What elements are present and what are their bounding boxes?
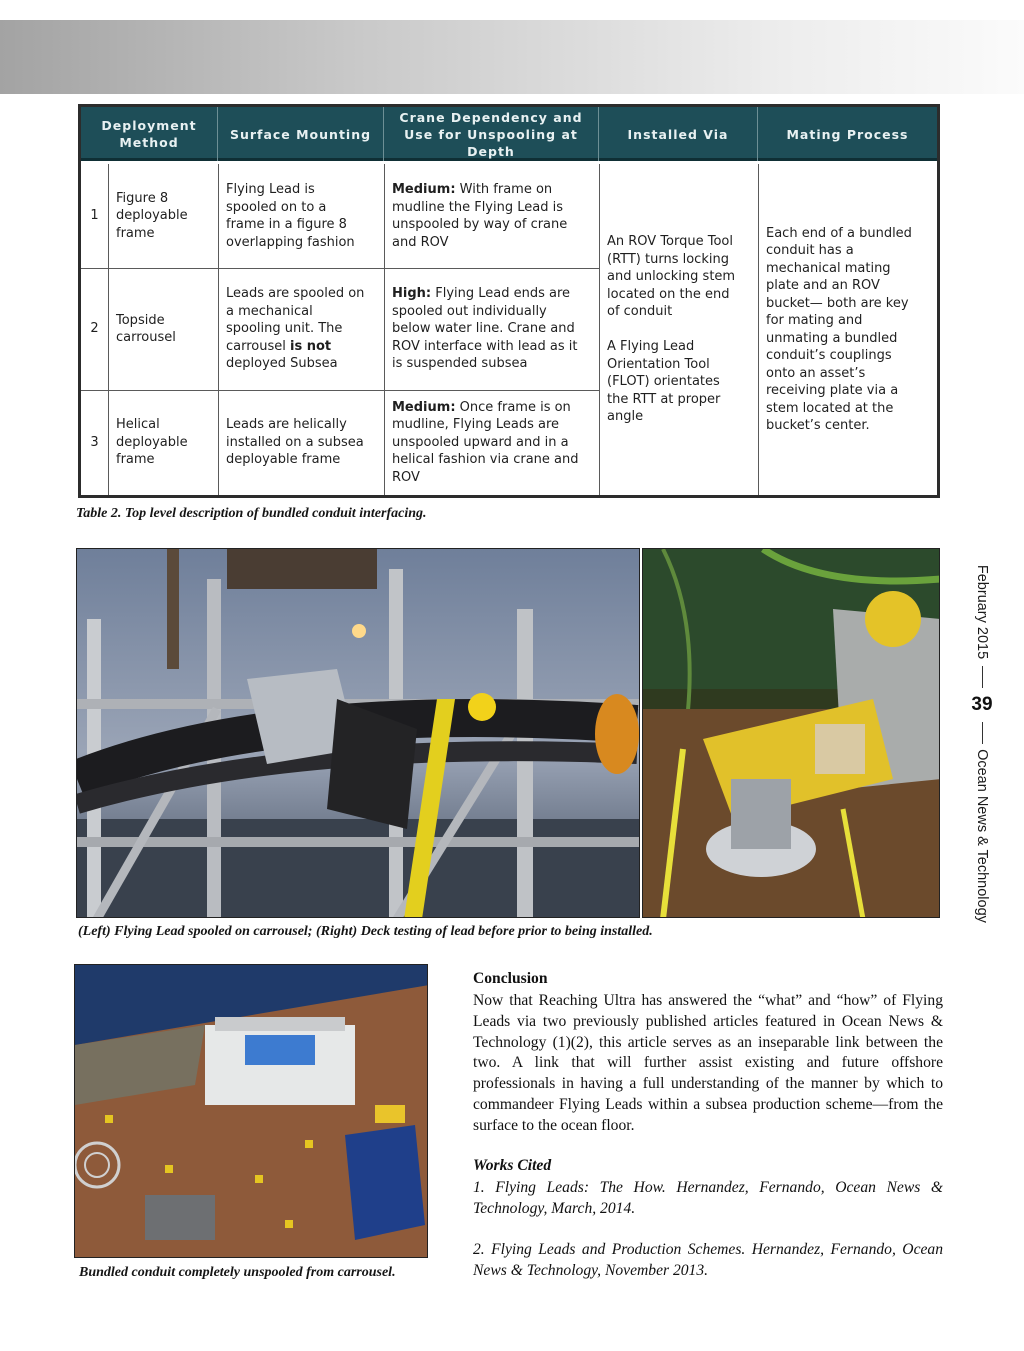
table-cell: Figure 8 deployable frame — [116, 190, 188, 241]
row-number: 3 — [90, 434, 99, 450]
header-surface-mounting: Surface Mounting — [218, 107, 384, 161]
publication-name: Ocean News & Technology — [974, 749, 990, 923]
page-number: 39 — [971, 694, 993, 715]
table-body — [81, 164, 937, 495]
table-cell: Topside carrousel — [116, 312, 176, 345]
reference-2: 2. Flying Leads and Production Schemes. Hernandez, Fernando, Ocean News & Technology, November 2013. — [473, 1241, 943, 1279]
row-number: 2 — [90, 321, 99, 337]
deck-test-photo-drawing — [643, 549, 940, 918]
issue-date: February 2015 — [974, 564, 990, 660]
interfacing-table — [78, 104, 940, 498]
header-installed-via: Installed Via — [599, 107, 758, 161]
installed-via-cell: An ROV Torque Tool (RTT) turns locking and unlocking stem located on the end of conduit A Flying Lead Orientation Tool (FLOT) orientates the RTT at proper angle — [607, 234, 736, 425]
conclusion-body: Now that Reaching Ultra has answered the “what” and “how” of Flying Leads via two previously published articles featured in Ocean News & Technology (1)(2), this article serves as an inseparable link between the two. A link that will further assist existing and future offshore professionals in having a full understanding of the manner by which to commandeer Flying Leads within a subsea production scheme—from the surface to the ocean floor. — [473, 992, 943, 1134]
table-cell: Medium: With frame on mudline the Flying Lead is unspooled by way of crane and ROV — [392, 182, 568, 250]
mating-process-cell: Each end of a bundled conduit has a mechanical mating plate and an ROV bucket— both are key for mating and unmating a bundled conduit’s couplings onto an asset’s receiving plate via a stem located at the bucket’s center. — [766, 225, 912, 433]
sidebar-divider — [982, 666, 983, 688]
vessel-deck-photo-drawing — [75, 965, 428, 1258]
photos-caption: (Left) Flying Lead spooled on carrousel; (Right) Deck testing of lead before prior to being installed. — [78, 924, 653, 939]
header-deployment-method: Deployment Method — [81, 107, 218, 161]
page-sidebar — [962, 552, 1002, 932]
deck-test-photo — [642, 548, 940, 918]
table-cell: High: Flying Lead ends are spooled out individually below water line. Crane and ROV interface with lead as it is suspended subsea — [392, 286, 578, 372]
table-cell: Medium: Once frame is on mudline, Flying Leads are unspooled upward and in a helical fashion via crane and ROV — [392, 399, 579, 485]
header-mating-process: Mating Process — [786, 126, 909, 142]
works-cited-heading: Works Cited — [473, 1157, 552, 1174]
carrousel-photo — [76, 548, 640, 918]
sidebar-divider — [982, 722, 983, 744]
header-crane-dependency: Crane Dependency and Use for Unspooling at Depth — [384, 107, 599, 161]
table-caption: Table 2. Top level description of bundled conduit interfacing. — [76, 506, 427, 521]
vessel-deck-photo — [74, 964, 428, 1258]
reference-1: 1. Flying Leads: The How. Hernandez, Fernando, Ocean News & Technology, March, 2014. — [473, 1179, 943, 1217]
table-cell: Leads are helically installed on a subsea deployable frame — [226, 417, 364, 468]
carrousel-photo-drawing — [77, 549, 640, 918]
header-band — [0, 20, 1024, 94]
conclusion-heading: Conclusion — [473, 970, 548, 987]
row-number: 1 — [90, 208, 99, 224]
deck-caption: Bundled conduit completely unspooled from carrousel. — [79, 1265, 396, 1280]
table-header — [81, 107, 937, 161]
table-cell: Flying Lead is spooled on to a frame in a figure 8 overlapping fashion — [226, 182, 355, 250]
table-cell: Leads are spooled on a mechanical spooling unit. The carrousel is not deployed Subsea — [226, 286, 365, 372]
table-cell: Helical deployable frame — [116, 417, 188, 468]
